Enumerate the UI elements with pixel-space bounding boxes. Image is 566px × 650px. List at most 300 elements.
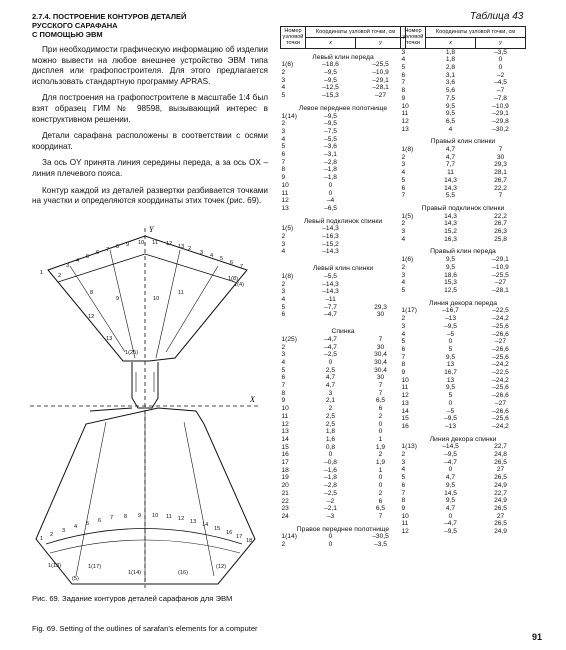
y-value: –2 bbox=[496, 71, 505, 79]
table-row bbox=[281, 482, 406, 490]
table-row bbox=[401, 528, 526, 536]
y-value: 30,4 bbox=[374, 351, 387, 359]
y-value: 22,2 bbox=[494, 212, 507, 220]
point-number: 15 bbox=[401, 415, 409, 423]
table-row bbox=[281, 225, 406, 233]
point-number: 1(17) bbox=[401, 307, 417, 315]
table-row bbox=[281, 459, 406, 467]
heading-line: 2.7.4. ПОСТРОЕНИЕ КОНТУРОВ ДЕТАЛЕЙ bbox=[32, 12, 187, 21]
point-number: 5 bbox=[281, 143, 286, 151]
table-row bbox=[281, 151, 406, 159]
heading-line: РУССКОГО САРАФАНА bbox=[32, 21, 118, 30]
table-row bbox=[401, 369, 526, 377]
table-row bbox=[281, 159, 406, 167]
point-number: 16 bbox=[401, 422, 409, 430]
table-row bbox=[401, 118, 526, 126]
point-label: 13 bbox=[106, 336, 113, 342]
y-value: –7 bbox=[496, 87, 505, 95]
x-value: –9,5 bbox=[324, 112, 337, 120]
y-value: 7 bbox=[378, 512, 383, 520]
point-number: 17 bbox=[281, 459, 289, 467]
table-column-right bbox=[400, 26, 526, 536]
y-value: 26,7 bbox=[494, 176, 507, 184]
table-row bbox=[401, 185, 526, 193]
point-number: 5 bbox=[281, 303, 286, 311]
point-number: 3 bbox=[281, 288, 286, 296]
section-title: Правый клин спинки bbox=[430, 138, 496, 146]
table-row bbox=[281, 233, 406, 241]
x-value: 0 bbox=[328, 358, 333, 366]
y-value: 30,4 bbox=[374, 366, 387, 374]
y-value: –27 bbox=[494, 279, 506, 287]
y-value: –29,8 bbox=[492, 117, 509, 125]
table-row bbox=[401, 459, 526, 467]
y-value: 26,5 bbox=[494, 458, 507, 466]
section-title: Левый подклинок спинки bbox=[303, 217, 383, 225]
x-value: 1,8 bbox=[325, 428, 336, 436]
x-value: 0 bbox=[328, 189, 333, 197]
x-value: 6,5 bbox=[445, 117, 456, 125]
table-row bbox=[281, 428, 406, 436]
point-number: 20 bbox=[281, 482, 289, 490]
table-row bbox=[281, 490, 406, 498]
y-value bbox=[356, 151, 406, 159]
point-label: 1 bbox=[40, 270, 44, 276]
y-value: 29,3 bbox=[494, 161, 507, 169]
table-row bbox=[401, 72, 526, 80]
point-number: 10 bbox=[281, 405, 289, 413]
table-row bbox=[281, 241, 406, 249]
y-value bbox=[356, 143, 406, 151]
x-value: 13 bbox=[446, 361, 455, 369]
point-label: 4 bbox=[76, 258, 80, 264]
table-row bbox=[401, 279, 526, 287]
table-row bbox=[281, 248, 406, 256]
section-heading bbox=[32, 12, 268, 39]
y-value: –4,5 bbox=[494, 79, 507, 87]
y-value bbox=[356, 225, 406, 233]
table-row bbox=[401, 513, 526, 521]
y-value: –24,2 bbox=[492, 376, 509, 384]
y-value: 1,9 bbox=[375, 459, 386, 467]
point-number: 3 bbox=[401, 228, 406, 236]
table-row bbox=[281, 190, 406, 198]
point-number: 6 bbox=[401, 345, 406, 353]
point-number: 2 bbox=[401, 153, 406, 161]
x-value: –7,5 bbox=[324, 127, 337, 135]
x-value: –6,5 bbox=[324, 204, 337, 212]
y-value: –26,6 bbox=[492, 392, 509, 400]
x-value: –4,7 bbox=[444, 520, 457, 528]
table-row bbox=[401, 408, 526, 416]
x-value: –18,6 bbox=[322, 61, 339, 69]
x-value: 1,8 bbox=[445, 56, 456, 64]
x-value: –9,5 bbox=[444, 322, 457, 330]
y-value: –7,8 bbox=[494, 94, 507, 102]
table-row bbox=[401, 400, 526, 408]
y-value bbox=[356, 128, 406, 136]
x-value: 14,3 bbox=[444, 176, 457, 184]
back-fan-seam bbox=[70, 250, 218, 358]
x-value: –3,1 bbox=[324, 151, 337, 159]
y-value: 2 bbox=[378, 489, 383, 497]
table-row bbox=[281, 336, 406, 344]
point-number: 7 bbox=[401, 79, 406, 87]
point-label: 6 bbox=[98, 518, 102, 524]
point-number: 10 bbox=[281, 181, 289, 189]
point-label: 1(13) bbox=[48, 563, 62, 569]
table-row bbox=[281, 143, 406, 151]
y-value: 27 bbox=[496, 512, 505, 520]
point-label: 4 bbox=[74, 524, 78, 530]
y-value: –25,6 bbox=[492, 353, 509, 361]
x-value: –14,3 bbox=[322, 248, 339, 256]
table-row bbox=[281, 498, 406, 506]
x-value: –5,5 bbox=[324, 272, 337, 280]
y-value: 0 bbox=[498, 64, 503, 72]
table-row bbox=[401, 272, 526, 280]
y-value: –24,2 bbox=[492, 422, 509, 430]
table-row bbox=[281, 120, 406, 128]
point-label: 7 bbox=[240, 264, 244, 270]
table-row bbox=[401, 103, 526, 111]
header-coordinates: Координаты узловой точки, см bbox=[426, 27, 526, 38]
point-number: 2 bbox=[281, 541, 286, 549]
point-number: 7 bbox=[401, 192, 406, 200]
table-row bbox=[281, 344, 406, 352]
point-number: 9 bbox=[281, 397, 286, 405]
y-value: 6 bbox=[378, 497, 383, 505]
section-title-row bbox=[281, 48, 406, 61]
section-title: Левое переднее полотнище bbox=[298, 104, 388, 112]
point-number: 4 bbox=[281, 358, 286, 366]
x-value: 5 bbox=[448, 392, 453, 400]
table-row bbox=[281, 541, 406, 549]
x-value: 0 bbox=[328, 451, 333, 459]
x-value: 4,7 bbox=[445, 504, 456, 512]
x-value: 2 bbox=[328, 405, 333, 413]
point-number: 14 bbox=[401, 407, 409, 415]
section-title-row bbox=[401, 295, 526, 308]
section-title: Линия декора спинки bbox=[429, 435, 497, 443]
point-number: 10 bbox=[401, 102, 409, 110]
x-value: 0 bbox=[448, 399, 453, 407]
x-value: 0 bbox=[448, 338, 453, 346]
point-label: 18 bbox=[246, 538, 253, 544]
y-value: –25,6 bbox=[492, 415, 509, 423]
y-value bbox=[356, 120, 406, 128]
x-value: 1,8 bbox=[445, 48, 456, 56]
point-number: 1(14) bbox=[281, 533, 297, 541]
table-row bbox=[401, 48, 526, 56]
y-value bbox=[356, 205, 406, 213]
y-value: 22,7 bbox=[494, 489, 507, 497]
y-value: –22,5 bbox=[492, 307, 509, 315]
table-row bbox=[281, 128, 406, 136]
table-row bbox=[401, 192, 526, 200]
x-value: –16,7 bbox=[442, 307, 459, 315]
table-row bbox=[401, 154, 526, 162]
point-number: 8 bbox=[401, 361, 406, 369]
x-value: 15,3 bbox=[444, 279, 457, 287]
point-number: 12 bbox=[401, 117, 409, 125]
y-value: –30,5 bbox=[372, 533, 389, 541]
x-value: –4,7 bbox=[444, 458, 457, 466]
point-label: 3 bbox=[62, 528, 66, 534]
x-value: –13 bbox=[444, 422, 456, 430]
section-title-row bbox=[401, 431, 526, 444]
point-label: 1 bbox=[40, 536, 44, 542]
table-row bbox=[281, 513, 406, 521]
x-value: 7,7 bbox=[445, 161, 456, 169]
x-value: –3,6 bbox=[324, 143, 337, 151]
front-hem-decor bbox=[46, 529, 242, 545]
y-value: 30 bbox=[496, 153, 505, 161]
point-number: 7 bbox=[401, 489, 406, 497]
y-value: 30 bbox=[376, 374, 385, 382]
y-value bbox=[356, 159, 406, 167]
table-row bbox=[401, 520, 526, 528]
table-row bbox=[281, 77, 406, 85]
x-value: –12,5 bbox=[322, 84, 339, 92]
x-value: –9,5 bbox=[444, 528, 457, 536]
table-row bbox=[281, 359, 406, 367]
point-label: 11 bbox=[166, 514, 172, 520]
table-row bbox=[401, 315, 526, 323]
section-title-row bbox=[401, 243, 526, 256]
point-label: 6 bbox=[230, 260, 234, 266]
y-value bbox=[356, 113, 406, 121]
point-label: 9 bbox=[116, 296, 120, 302]
table-row bbox=[401, 264, 526, 272]
y-value: –10,9 bbox=[492, 263, 509, 271]
y-value: –29,1 bbox=[492, 110, 509, 118]
x-value: –14,5 bbox=[442, 443, 459, 451]
x-value: –5 bbox=[446, 407, 455, 415]
point-number: 5 bbox=[401, 338, 406, 346]
x-value: –7,7 bbox=[324, 303, 337, 311]
paragraph: При необходимости графическую информацию об изделии можно вывести на любое внешнее устройство ЭВМ типа дисплея или графопостроителя. Для этого предлагается использовать стандартную программу APRAS. bbox=[32, 45, 268, 86]
y-value: 30,4 bbox=[374, 358, 387, 366]
point-label: 13 bbox=[178, 244, 185, 250]
point-number: 5 bbox=[401, 176, 406, 184]
point-number: 5 bbox=[401, 474, 406, 482]
table-row bbox=[401, 161, 526, 169]
x-value: –5,5 bbox=[324, 135, 337, 143]
point-label: 7 bbox=[110, 515, 114, 521]
table-row bbox=[401, 415, 526, 423]
x-value: –14,3 bbox=[322, 288, 339, 296]
table-row bbox=[281, 405, 406, 413]
y-value: 2 bbox=[378, 412, 383, 420]
point-number: 2 bbox=[401, 451, 406, 459]
y-value bbox=[356, 197, 406, 205]
point-number: 8 bbox=[281, 389, 286, 397]
table-row bbox=[281, 367, 406, 375]
y-value: 24,9 bbox=[494, 481, 507, 489]
x-value: 0 bbox=[328, 181, 333, 189]
y-value: 24,9 bbox=[494, 528, 507, 536]
x-value: –9,5 bbox=[444, 451, 457, 459]
point-number: 1(13) bbox=[401, 443, 417, 451]
table-row bbox=[401, 56, 526, 64]
x-value: 4,7 bbox=[445, 474, 456, 482]
table-row bbox=[401, 87, 526, 95]
y-value: –24,2 bbox=[492, 315, 509, 323]
y-value: 27 bbox=[496, 466, 505, 474]
x-value: –15,3 bbox=[322, 92, 339, 100]
point-number: 4 bbox=[401, 279, 406, 287]
y-value: 7 bbox=[378, 382, 383, 390]
heading-line: С ПОМОЩЬЮ ЭВМ bbox=[32, 30, 103, 39]
point-number: 11 bbox=[401, 110, 409, 118]
point-label: 3 bbox=[66, 263, 70, 269]
y-value bbox=[356, 166, 406, 174]
y-value bbox=[356, 190, 406, 198]
point-number: 12 bbox=[401, 528, 409, 536]
table-row bbox=[281, 374, 406, 382]
x-value: –2,8 bbox=[324, 158, 337, 166]
x-value: –1,8 bbox=[324, 474, 337, 482]
y-value: 7 bbox=[498, 192, 503, 200]
section-title-row bbox=[281, 260, 406, 273]
y-value: –3,5 bbox=[374, 541, 387, 549]
point-label: 8 bbox=[90, 290, 94, 296]
front-bodice bbox=[36, 408, 255, 584]
x-value: –14,3 bbox=[322, 280, 339, 288]
y-value bbox=[356, 288, 406, 296]
point-number: 4 bbox=[281, 135, 286, 143]
table-row bbox=[281, 351, 406, 359]
table-row bbox=[281, 436, 406, 444]
y-value: 25,8 bbox=[494, 235, 507, 243]
x-value: 2,5 bbox=[325, 412, 336, 420]
axis-y-label: Y bbox=[149, 225, 154, 234]
table-row bbox=[401, 392, 526, 400]
point-number: 4 bbox=[401, 169, 406, 177]
point-number: 9 bbox=[401, 94, 406, 102]
section-title: Линия декора переда bbox=[428, 299, 498, 307]
point-number: 2 bbox=[401, 263, 406, 271]
table-row bbox=[281, 113, 406, 121]
point-number: 4 bbox=[281, 84, 286, 92]
x-value: –15,2 bbox=[322, 240, 339, 248]
point-number: 6 bbox=[281, 311, 286, 319]
y-value: 7 bbox=[378, 335, 383, 343]
y-value: 26,7 bbox=[494, 220, 507, 228]
point-number: 8 bbox=[401, 497, 406, 505]
table-row bbox=[401, 177, 526, 185]
table-row bbox=[401, 443, 526, 451]
point-number: 3 bbox=[281, 127, 286, 135]
y-value: –10,9 bbox=[492, 102, 509, 110]
table-row bbox=[281, 61, 406, 69]
x-value: 9,5 bbox=[445, 481, 456, 489]
x-value: 18,6 bbox=[444, 271, 457, 279]
point-number: 12 bbox=[401, 392, 409, 400]
x-value: –0,8 bbox=[324, 459, 337, 467]
point-number: 1(14) bbox=[281, 112, 297, 120]
section-title: Правый подклинок спинки bbox=[421, 204, 505, 212]
point-number: 1(5) bbox=[401, 212, 414, 220]
table-row bbox=[281, 166, 406, 174]
table-row bbox=[401, 490, 526, 498]
point-label: 16 bbox=[226, 530, 233, 536]
point-label: 11 bbox=[152, 240, 158, 246]
x-value: 2,8 bbox=[445, 64, 456, 72]
x-value: –2 bbox=[326, 497, 335, 505]
x-value: 16,7 bbox=[444, 369, 457, 377]
point-label: 5 bbox=[220, 256, 224, 262]
point-number: 6 bbox=[401, 184, 406, 192]
point-label: 4 bbox=[210, 253, 214, 259]
table-row bbox=[401, 497, 526, 505]
table-row bbox=[401, 323, 526, 331]
x-value: 1,6 bbox=[325, 435, 336, 443]
table-row bbox=[281, 421, 406, 429]
y-value: –26,6 bbox=[492, 407, 509, 415]
x-value: –5 bbox=[446, 330, 455, 338]
header-x: x bbox=[426, 37, 476, 48]
x-value: –4,7 bbox=[324, 335, 337, 343]
x-value: 0 bbox=[328, 541, 333, 549]
x-value: 5,5 bbox=[445, 192, 456, 200]
table-row bbox=[281, 397, 406, 405]
point-number: 8 bbox=[281, 166, 286, 174]
point-label: 15 bbox=[214, 526, 221, 532]
point-label: 7 bbox=[106, 247, 110, 253]
table-row bbox=[281, 182, 406, 190]
coordinate-table bbox=[280, 26, 406, 549]
x-value: 4,7 bbox=[325, 382, 336, 390]
y-value: –25,6 bbox=[492, 384, 509, 392]
x-value: –13 bbox=[444, 315, 456, 323]
point-number: 7 bbox=[281, 158, 286, 166]
axis-x-label: X bbox=[250, 395, 255, 404]
figure-caption-ru: Рис. 69. Задание контуров деталей сарафанов для ЭВМ bbox=[32, 594, 233, 603]
y-value: –27 bbox=[494, 338, 506, 346]
point-number: 1(8) bbox=[401, 146, 414, 154]
y-value bbox=[356, 233, 406, 241]
page-number: 91 bbox=[532, 632, 543, 642]
y-value: –25,5 bbox=[492, 271, 509, 279]
table-row bbox=[281, 136, 406, 144]
y-value: 1,9 bbox=[375, 443, 386, 451]
table-row bbox=[401, 236, 526, 244]
figure-caption-en: Fig. 69. Setting of the outlines of sarafan's elements for a computer bbox=[32, 624, 258, 633]
point-label: 1(25) bbox=[125, 350, 139, 356]
table-row bbox=[401, 95, 526, 103]
y-value: 1 bbox=[378, 435, 383, 443]
y-value: 0 bbox=[378, 420, 383, 428]
x-value: –2,5 bbox=[324, 489, 337, 497]
coordinate-table bbox=[400, 26, 526, 536]
point-label: 12 bbox=[166, 241, 173, 247]
point-label: 11 bbox=[178, 290, 184, 296]
table-row bbox=[281, 304, 406, 312]
table-column-left bbox=[280, 26, 406, 549]
header-x: x bbox=[306, 37, 356, 48]
section-title-row bbox=[401, 200, 526, 213]
table-row bbox=[401, 505, 526, 513]
table-row bbox=[281, 505, 406, 513]
header-point-number: Номер узловой точки bbox=[401, 27, 426, 49]
y-value: 30 bbox=[376, 311, 385, 319]
point-number: 11 bbox=[281, 189, 289, 197]
point-number: 12 bbox=[281, 197, 289, 205]
header-point-number: Номер узловой точки bbox=[281, 27, 306, 49]
point-number: 3 bbox=[281, 240, 286, 248]
